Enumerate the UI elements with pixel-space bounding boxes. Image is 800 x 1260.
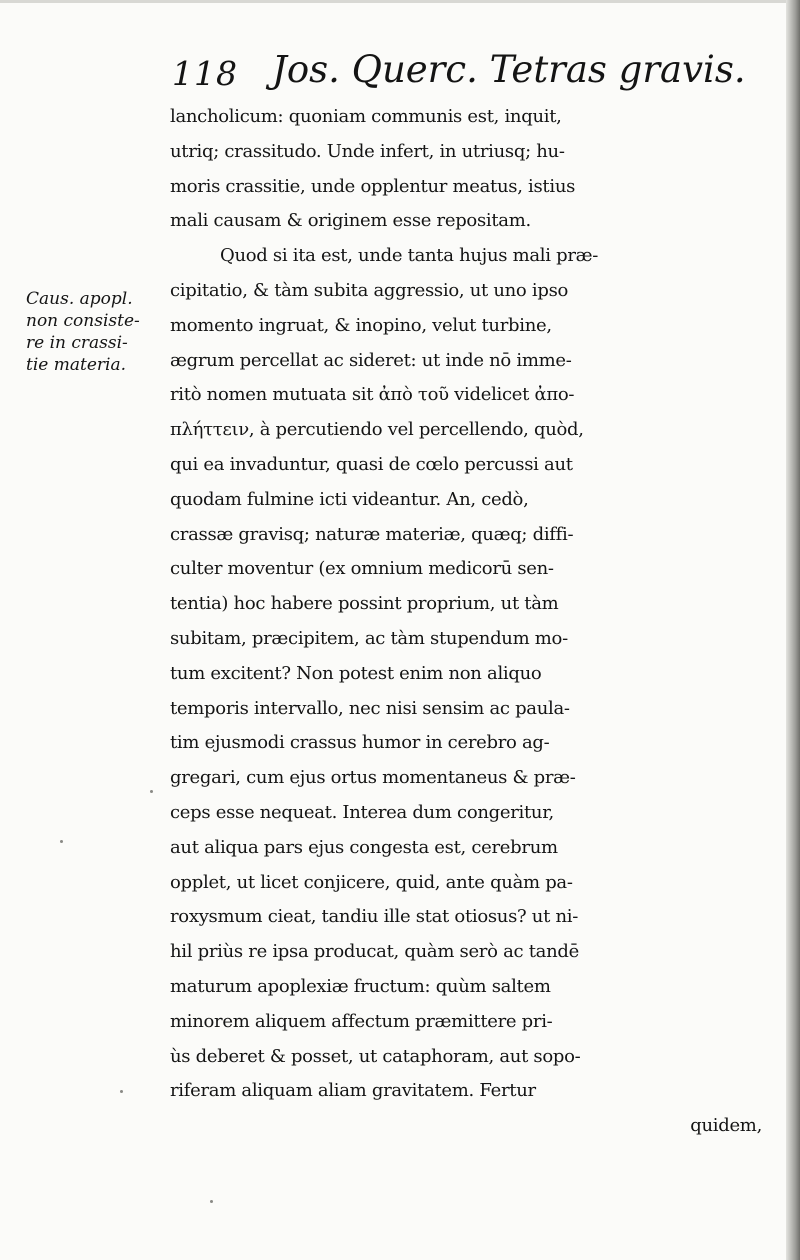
catchword: quidem, xyxy=(690,1115,762,1137)
text-line: tim ejusmodi crassus humor in cerebro ag- xyxy=(170,732,550,754)
text-line: opplet, ut licet conjicere, quid, ante quàm pa- xyxy=(170,871,573,893)
text-line: maturum apoplexiæ fructum: quùm saltem xyxy=(170,975,551,997)
text-line: subitam, præcipitem, ac tàm stupendum mo- xyxy=(170,627,568,649)
print-speck xyxy=(210,1200,213,1203)
text-line: momento ingruat, & inopino, velut turbine, xyxy=(170,314,552,336)
text-line: gregari, cum ejus ortus momentaneus & præ- xyxy=(170,767,576,789)
text-line: aut aliqua pars ejus congesta est, cerebrum xyxy=(170,836,558,858)
text-line: moris crassitie, unde opplentur meatus, istius xyxy=(170,175,576,197)
text-line: πλήττειν, à percutiendo vel percellendo, quòd, xyxy=(170,419,584,441)
text-line: temporis intervallo, nec nisi sensim ac paula- xyxy=(170,697,570,719)
page-right-edge xyxy=(786,0,800,1260)
body-text xyxy=(170,100,770,1144)
print-speck xyxy=(120,1090,123,1093)
text-line: minorem aliquem affectum præmittere pri- xyxy=(170,1010,553,1032)
text-line: lancholicum: quoniam communis est, inquit, xyxy=(170,106,562,127)
margin-note-line: Caus. apopl. xyxy=(26,289,133,309)
margin-note-line: non consiste- xyxy=(26,311,140,331)
text-line: crassæ gravisq; naturæ materiæ, quæq; diffi- xyxy=(170,523,574,545)
print-speck xyxy=(60,840,63,843)
text-line: ùs deberet & posset, ut cataphoram, aut sopo- xyxy=(170,1045,581,1067)
running-title: Jos. Querc. Tetras gravis. xyxy=(272,48,746,91)
page-number: 118 xyxy=(172,54,238,93)
text-line: ægrum percellat ac sideret: ut inde nō imme- xyxy=(170,349,572,371)
paragraph-start-line: Quod si ita est, unde tanta hujus mali præ- xyxy=(220,245,599,267)
page-top-edge xyxy=(0,0,800,3)
text-line: cipitatio, & tàm subita aggressio, ut uno ipso xyxy=(170,279,569,301)
text-line: riferam aliquam aliam gravitatem. Fertur xyxy=(170,1080,536,1102)
text-line: ceps esse nequeat. Interea dum congeritur, xyxy=(170,801,554,823)
text-line: tentia) hoc habere possint proprium, ut tàm xyxy=(170,593,559,615)
text-line: ritò nomen mutuata sit ἀπὸ τοῦ videlicet ἀπο- xyxy=(170,384,575,406)
margin-note-line: tie materia. xyxy=(26,355,126,375)
text-line: culter moventur (ex omnium medicorū sen- xyxy=(170,558,554,580)
text-line: roxysmum cieat, tandiu ille stat otiosus? ut ni- xyxy=(170,906,578,928)
text-line: tum excitent? Non potest enim non aliquo xyxy=(170,662,542,684)
margin-note xyxy=(26,288,176,376)
print-speck xyxy=(150,790,153,793)
margin-note-line: re in crassi- xyxy=(26,333,128,353)
text-line: quodam fulmine icti videantur. An, cedò, xyxy=(170,488,529,510)
text-line: qui ea invaduntur, quasi de cœlo percussi aut xyxy=(170,453,573,475)
page-header xyxy=(172,48,746,98)
text-line: utriq; crassitudo. Unde infert, in utriusq; hu- xyxy=(170,140,565,162)
text-line: hil priùs re ipsa producat, quàm serò ac tandē xyxy=(170,941,579,963)
text-line: mali causam & originem esse repositam. xyxy=(170,210,531,232)
